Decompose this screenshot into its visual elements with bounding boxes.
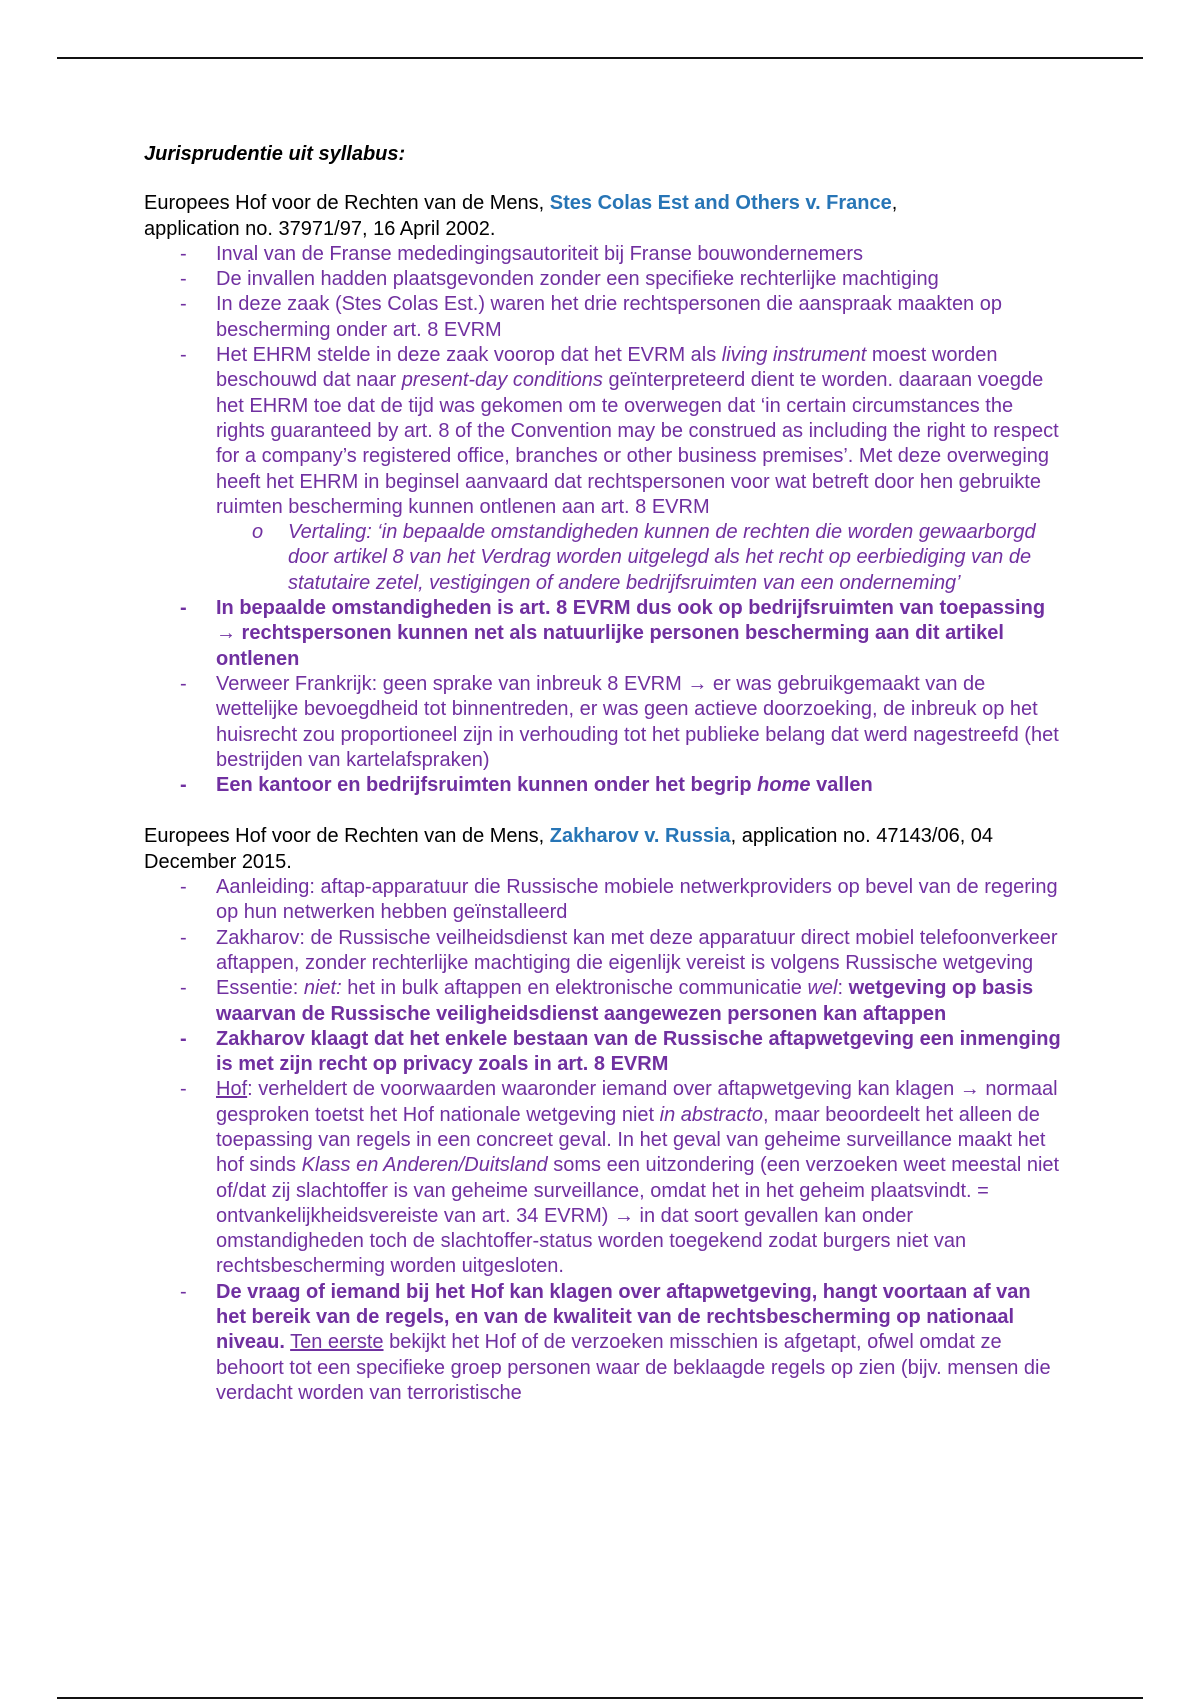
bullet-dash-icon: - <box>180 1280 187 1303</box>
list-item: - Zakharov: de Russische veilheidsdienst kan met deze apparatuur direct mobiel telefoonverkeer aftappen, zonder rechterlijke machtiging die eigenlijk vereist is volgens Russische wetgeving <box>180 926 1058 974</box>
list-item: - Een kantoor en bedrijfsruimten kunnen onder het begrip home vallen <box>144 773 1064 798</box>
bullet-dash-icon: - <box>180 242 187 265</box>
list-item: - Verweer Frankrijk: geen sprake van inbreuk 8 EVRM → er was gebruikgemaakt van de wettelijke bevoegdheid tot binnentreden, er was geen actieve doorzoeking, de inbreuk op het huisrecht zou proportioneel zijn in verhouding tot het publieke belang dat werd nagestreefd (het bestrijden van kartelafspraken) <box>180 672 1059 771</box>
citation-separator: , <box>891 192 898 215</box>
list-item: - De invallen hadden plaatsgevonden zonder een specifieke rechterlijke machtiging <box>144 267 1064 292</box>
bullet-dash-icon: - <box>180 926 187 949</box>
court-name: Europees Hof voor de Rechten van de Mens, <box>144 825 550 848</box>
list-item: - Hof: verheldert de voorwaarden waaronder iemand over aftapwetgeving kan klagen → normaal gesproken toetst het Hof nationale wetgeving niet in abstracto, maar beoordeelt het alleen de toepassing van regels in een concreet geval. In het geval van geheime surveillance maakt het hof sinds Klass en Anderen/Duitsland soms een uitzondering (een verzoeken weet meestal niet of/dat zij slachtoffer is van geheime surveillance, omdat het in het geheim plaatsvindt. = ontvankelijkheidsvereiste van art. 34 EVRM) → in dat soort gevallen kan onder omstandigheden toch de slachtoffer-status worden toegekend zodat burgers niet van rechtsbescherming worden uitgesloten. <box>180 1078 1060 1278</box>
footer-rule <box>57 1697 1143 1699</box>
bullet-dash-icon: - <box>180 1078 187 1101</box>
document-page <box>144 142 1064 1406</box>
section-heading: Jurisprudentie uit syllabus: <box>144 143 406 165</box>
case-citation-stes-colas <box>144 191 1064 242</box>
circle-bullet-icon: o <box>252 521 264 544</box>
bullet-dash-icon: - <box>180 268 187 291</box>
arrow-right-icon: → <box>959 1078 980 1101</box>
arrow-right-icon: → <box>216 622 236 645</box>
arrow-right-icon: → <box>687 672 708 695</box>
arrow-right-icon: → <box>613 1204 634 1227</box>
sub-list <box>216 520 1064 596</box>
list-item: - In deze zaak (Stes Colas Est.) waren het drie rechtspersonen die aanspraak maakten op bescherming onder art. 8 EVRM <box>180 293 1002 341</box>
bullet-dash-icon: - <box>180 774 187 797</box>
list-item: - In bepaalde omstandigheden is art. 8 EVRM dus ook op bedrijfsruimten van toepassing → rechtspersonen kunnen net als natuurlijke personen bescherming aan dit artikel ontlenen <box>180 597 1046 670</box>
header-rule <box>57 57 1143 59</box>
case-points-stes-colas <box>144 242 1064 799</box>
bullet-dash-icon: - <box>180 876 187 899</box>
list-item: - Essentie: niet: het in bulk aftappen en elektronische communicatie wel: wetgeving op basis waarvan de Russische veiligheidsdienst aangewezen personen kan aftappen <box>180 977 1034 1025</box>
case-points-zakharov <box>144 875 1064 1406</box>
list-item: - Aanleiding: aftap-apparatuur die Russische mobiele netwerkproviders op bevel van de regering op hun netwerken hebben geïnstalleerd <box>180 876 1058 924</box>
list-item: - Het EHRM stelde in deze zaak voorop dat het EVRM als living instrument moest worden beschouwd dat naar present-day conditions geïnterpreteerd dient te worden. daaraan voegde het EHRM toe dat de tijd was gekomen om te overwegen dat ‘in certain circumstances the rights guaranteed by art. 8 of the Convention may be construed as including the right to respect for a company’s registered office, branches or other business premises’. Met deze overweging heeft het EHRM in beginsel aanvaard dat rechtspersonen voor wat betreft door hen gebruikte ruimten bescherming kunnen ontlenen aan art. 8 EVRM o Vertaling: ‘in bepaalde omstandigheden kunnen de rechten die worden gewaarborgd door artikel 8 van het Verdrag worden uitgelegd als het recht op eerbiediging van de statutaire zetel, vestigingen of andere bedrijfsruimten van een onderneming’ <box>144 343 1064 596</box>
bullet-dash-icon: - <box>180 1027 187 1050</box>
case-details: , application no. 47143/06, 04 December 2015. <box>144 825 994 873</box>
bullet-dash-icon: - <box>180 977 187 1000</box>
bullet-dash-icon: - <box>180 672 187 695</box>
case-citation-zakharov <box>144 824 1064 875</box>
bullet-dash-icon: - <box>180 293 187 316</box>
bullet-dash-icon: - <box>180 597 187 620</box>
case-link-zakharov[interactable]: Zakharov v. Russia <box>549 825 731 848</box>
list-item: - Zakharov klaagt dat het enkele bestaan van de Russische aftapwetgeving een inmenging is met zijn recht op privacy zoals in art. 8 EVRM <box>180 1027 1061 1076</box>
case-details: application no. 37971/97, 16 April 2002. <box>144 217 496 240</box>
court-name: Europees Hof voor de Rechten van de Mens, <box>144 192 550 215</box>
case-link-stes-colas[interactable]: Stes Colas Est and Others v. France <box>549 192 892 215</box>
paragraph-gap <box>144 798 1064 824</box>
list-item: - Inval van de Franse mededingingsautoriteit bij Franse bouwondernemers <box>144 242 1064 267</box>
sub-list-item: o Vertaling: ‘in bepaalde omstandigheden kunnen de rechten die worden gewaarborgd door artikel 8 van het Verdrag worden uitgelegd als het recht op eerbiediging van de statutaire zetel, vestigingen of andere bedrijfsruimten van een onderneming’ <box>252 521 1036 594</box>
bullet-dash-icon: - <box>180 344 187 367</box>
list-item: - De vraag of iemand bij het Hof kan klagen over aftapwetgeving, hangt voortaan af van het bereik van de regels, en van de kwaliteit van de rechtsbescherming op nationaal niveau. Ten eerste bekijkt het Hof of de verzoeken misschien is afgetapt, ofwel omdat ze behoort tot een specifieke groep personen waar de beklaagde regels op zien (bijv. mensen die verdacht worden van terroristische <box>180 1280 1051 1404</box>
